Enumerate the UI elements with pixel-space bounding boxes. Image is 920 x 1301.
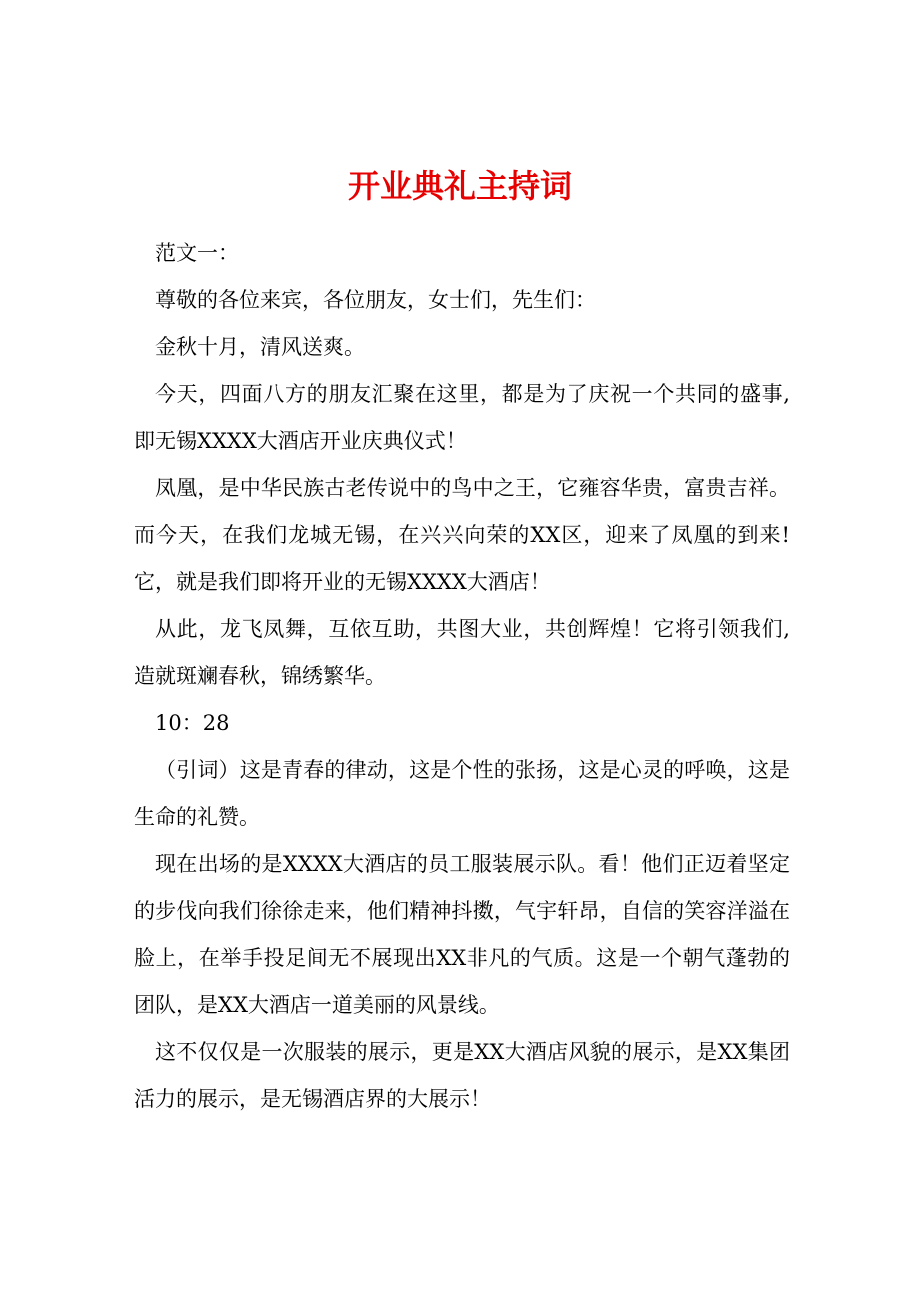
paragraph-sample-heading: 范文一： (155, 241, 239, 265)
paragraph-phoenix: 凤凰，是中华民族古老传说中的鸟中之王，它雍容华贵，富贵吉祥。而今天，在我们龙城无锡，在兴兴向荣的XX区，迎来了凤凰的到来!它，就是我们即将开业的无锡XXXX大酒店！ (134, 476, 790, 594)
paragraph-fashion-team: 现在出场的是XXXX大酒店的员工服装展示队。看！他们正迈着坚定的步伐向我们徐徐走来，他们精神抖擞，气宇轩昂，自信的笑容洋溢在脸上，在举手投足间无不展现出XX非凡的气质。这是一个朝气蓬勃的团队，是XX大酒店一道美丽的风景线。 (134, 852, 790, 1017)
document-body (134, 230, 790, 1123)
paragraph-season: 金秋十月，清风送爽。 (155, 335, 365, 359)
paragraph-time: 10：28 (155, 711, 230, 735)
paragraph-gathering: 今天，四面八方的朋友汇聚在这里，都是为了庆祝一个共同的盛事,即无锡XXXX大酒店开业庆典仪式！ (134, 382, 790, 453)
paragraph-showcase: 这不仅仅是一次服装的展示，更是XX大酒店风貌的展示，是XX集团活力的展示，是无锡酒店界的大展示！ (134, 1040, 790, 1111)
document-title: 开业典礼主持词 (347, 167, 572, 205)
paragraph-greeting: 尊敬的各位来宾，各位朋友，女士们，先生们： (155, 288, 596, 312)
paragraph-intro: （引词）这是青春的律动，这是个性的张扬，这是心灵的呼唤，这是生命的礼赞。 (134, 758, 790, 829)
paragraph-future: 从此，龙飞凤舞，互依互助，共图大业，共创辉煌！它将引领我们,造就斑斓春秋，锦绣繁华。 (134, 617, 790, 688)
